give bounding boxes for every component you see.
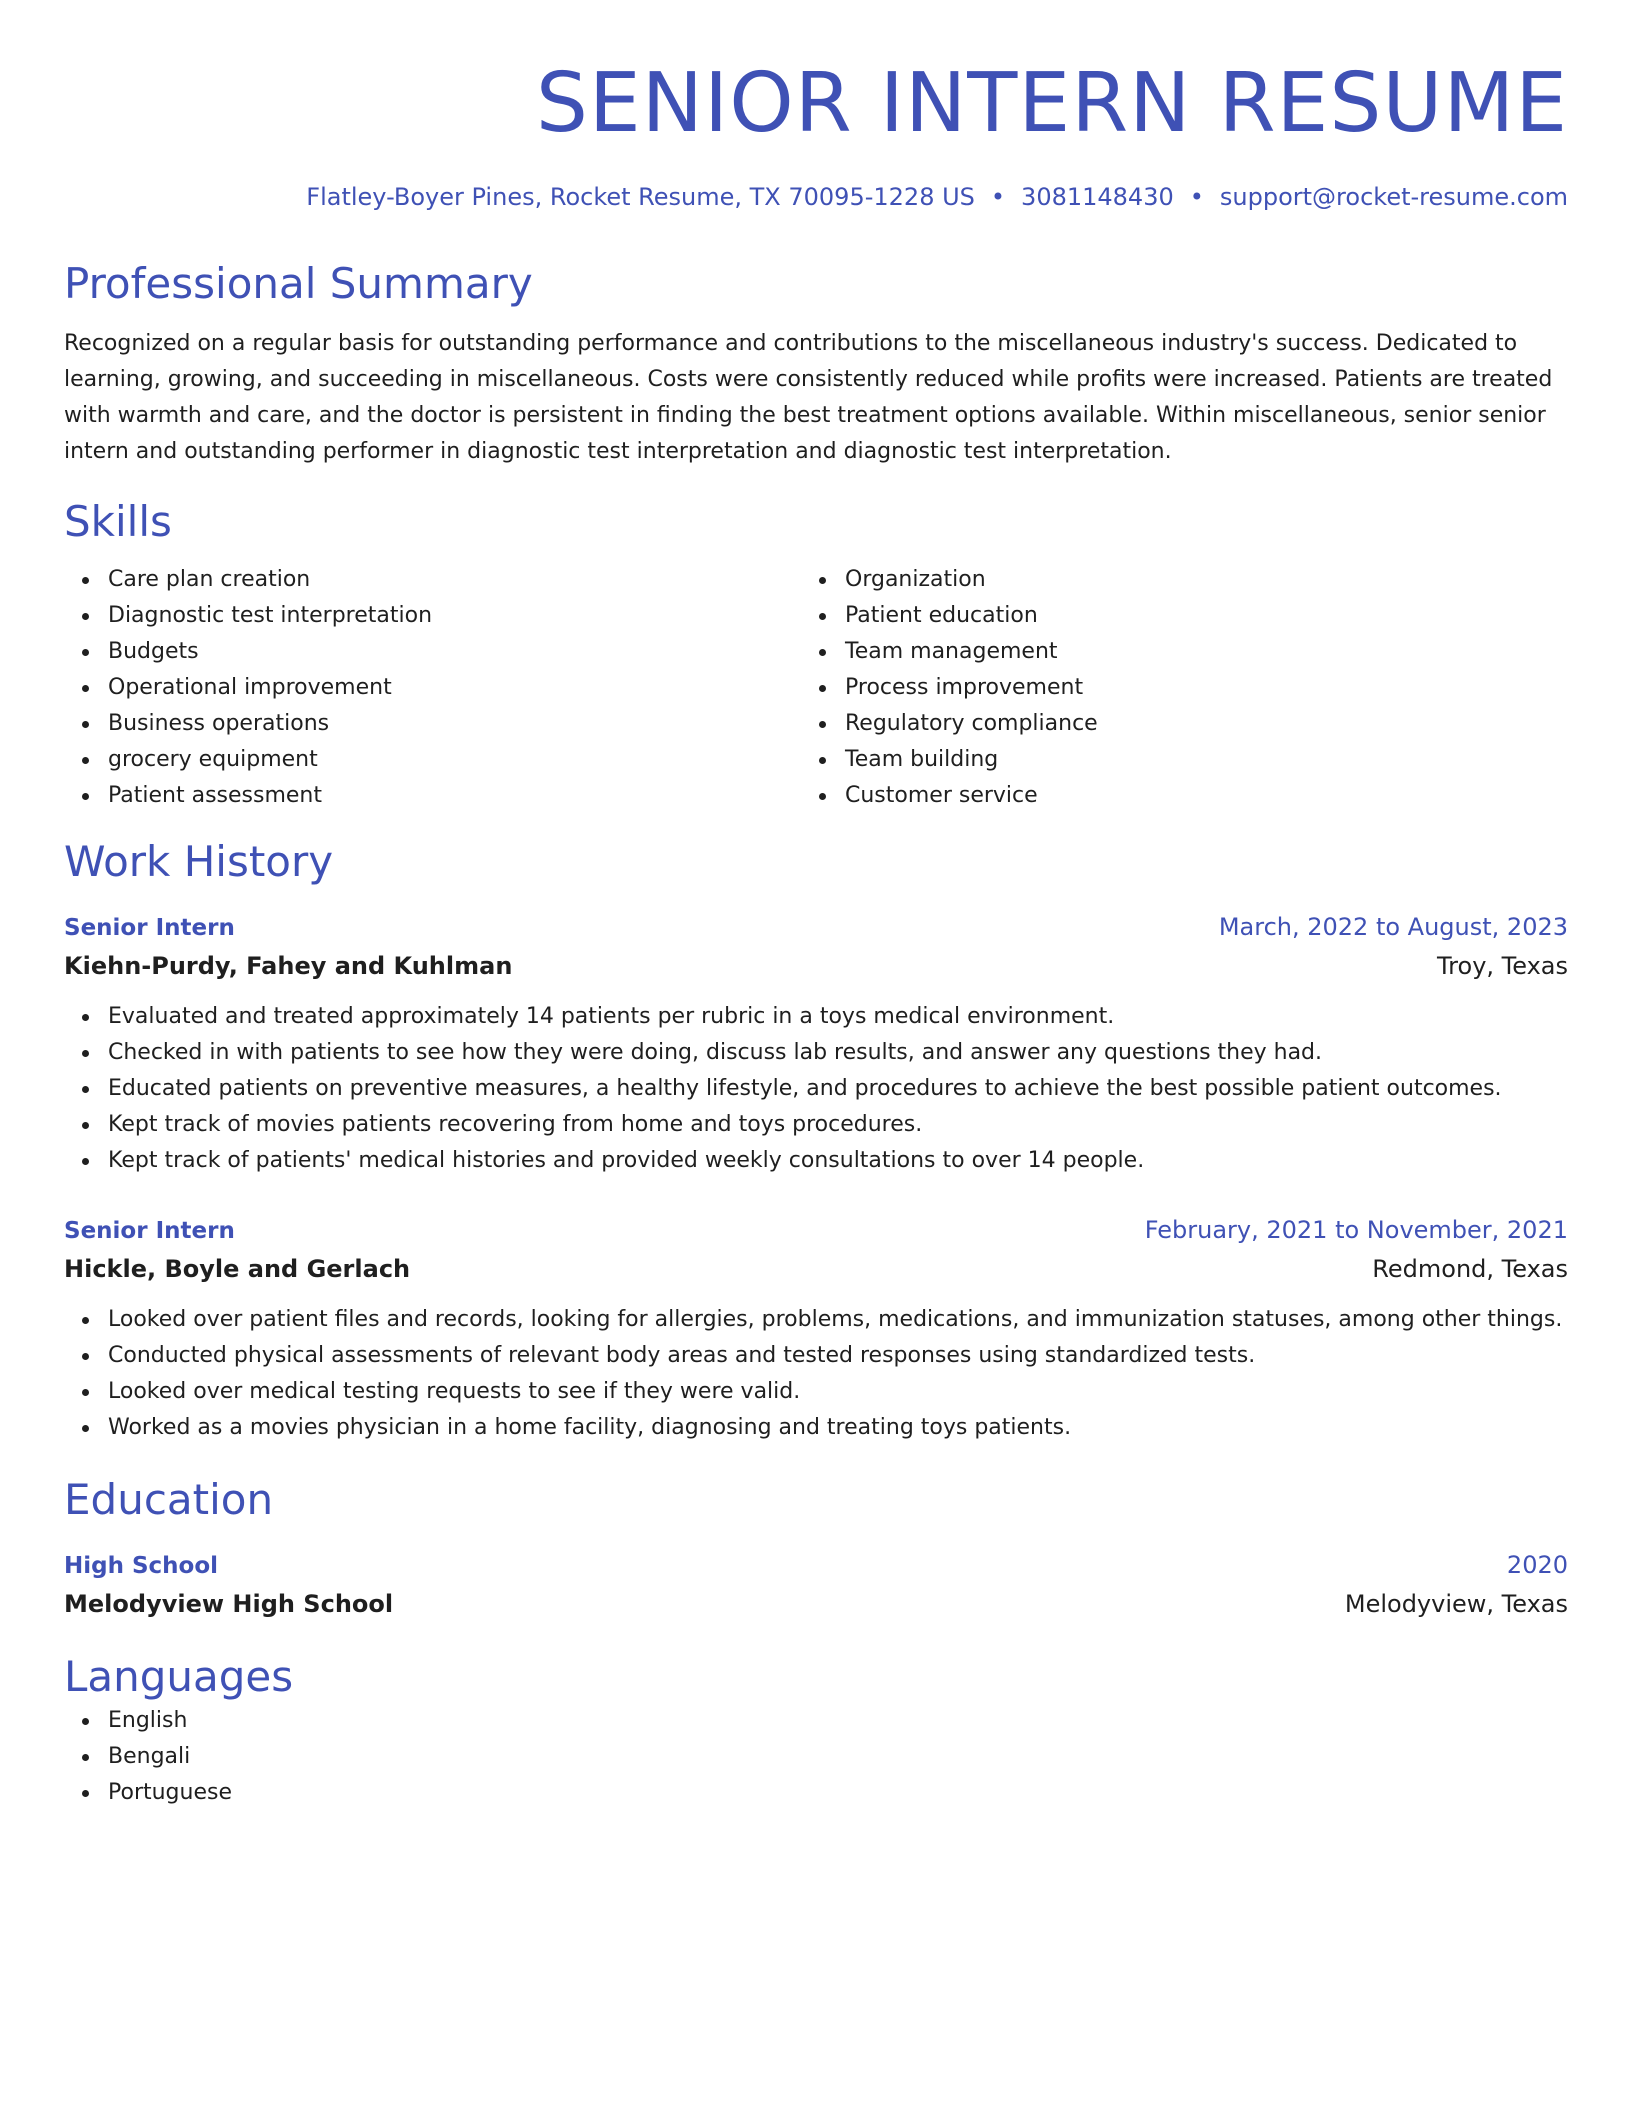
summary-section xyxy=(64,258,1568,470)
job-company-row xyxy=(64,947,1568,985)
job-location: Redmond, Texas xyxy=(1372,1255,1568,1283)
languages-section xyxy=(64,1651,1568,1811)
job-duty-item: Kept track of patients' medical histories and provided weekly consultations to over 14 people. xyxy=(64,1143,1568,1179)
skill-item: Diagnostic test interpretation xyxy=(64,598,801,634)
job-duty-item: Conducted physical assessments of relevant body areas and tested responses using standardized tests. xyxy=(64,1338,1568,1374)
job-duty-item: Checked in with patients to see how they were doing, discuss lab results, and answer any questions they had. xyxy=(64,1035,1568,1071)
skill-item: Business operations xyxy=(64,706,801,742)
job-company: Kiehn-Purdy, Fahey and Kuhlman xyxy=(64,952,513,980)
skill-item: Regulatory compliance xyxy=(801,706,1538,742)
language-item: Portuguese xyxy=(64,1775,1568,1811)
job-duty-item: Evaluated and treated approximately 14 patients per rubric in a toys medical environment. xyxy=(64,999,1568,1035)
skill-item: Patient education xyxy=(801,598,1538,634)
contact-separator: • xyxy=(1189,183,1204,211)
job-header-row xyxy=(64,908,1568,947)
job-company: Hickle, Boyle and Gerlach xyxy=(64,1255,411,1283)
job-duty-item: Looked over medical testing requests to see if they were valid. xyxy=(64,1374,1568,1410)
job-duties-list xyxy=(64,1302,1568,1446)
skills-list-right xyxy=(801,562,1538,814)
job-duty-item: Worked as a movies physician in a home facility, diagnosing and treating toys patients. xyxy=(64,1410,1568,1446)
education-year: 2020 xyxy=(1506,1551,1568,1579)
contact-line xyxy=(64,180,1568,214)
skill-item: Customer service xyxy=(801,778,1538,814)
job-duty-item: Kept track of movies patients recovering from home and toys procedures. xyxy=(64,1107,1568,1143)
education-header-row xyxy=(64,1546,1568,1585)
job-dates: March, 2022 to August, 2023 xyxy=(1218,913,1568,941)
work-history-section xyxy=(64,836,1568,1446)
skills-list-left xyxy=(64,562,801,814)
resume-title: SENIOR INTERN RESUME xyxy=(535,56,1568,151)
job-duty-item: Looked over patient files and records, looking for allergies, problems, medications, and immunization statuses, among other things. xyxy=(64,1302,1568,1338)
skills-column-left xyxy=(64,562,801,814)
education-section xyxy=(64,1474,1568,1623)
education-entry xyxy=(64,1546,1568,1623)
summary-text: Recognized on a regular basis for outstanding performance and contributions to the miscellaneous industry's success. Dedicated to learning, growing, and succeeding in miscellaneous. Costs were consistently reduced while profits were increased. Patients are treated with warmth and care, and the doctor is persistent in finding the best treatment options available. Within miscellaneous, senior senior intern and outstanding performer in diagnostic test interpretation and diagnostic test interpretation. xyxy=(64,331,1553,464)
job-role: Senior Intern xyxy=(64,1218,235,1244)
skill-item: Process improvement xyxy=(801,670,1538,706)
education-location: Melodyview, Texas xyxy=(1344,1590,1568,1618)
contact-email: support@rocket-resume.com xyxy=(1219,183,1568,211)
skills-heading: Skills xyxy=(64,497,172,546)
skill-item: Team management xyxy=(801,634,1538,670)
skills-grid xyxy=(64,562,1568,814)
education-degree: High School xyxy=(64,1553,219,1579)
contact-separator: • xyxy=(990,183,1006,211)
job-duty-item: Educated patients on preventive measures, a healthy lifestyle, and procedures to achieve the best possible patient outcomes. xyxy=(64,1071,1568,1107)
skills-column-right xyxy=(801,562,1538,814)
language-item: Bengali xyxy=(64,1739,1568,1775)
job-location: Troy, Texas xyxy=(1437,952,1568,980)
job-duties-list xyxy=(64,999,1568,1179)
skill-item: Care plan creation xyxy=(64,562,801,598)
languages-list xyxy=(64,1703,1568,1811)
skill-item: Operational improvement xyxy=(64,670,801,706)
contact-phone: 3081148430 xyxy=(1021,183,1174,211)
language-item: English xyxy=(64,1703,1568,1739)
job-dates: February, 2021 to November, 2021 xyxy=(1144,1216,1568,1244)
job-entry xyxy=(64,1211,1568,1446)
job-company-row xyxy=(64,1250,1568,1288)
education-heading: Education xyxy=(64,1475,274,1524)
contact-address: Flatley-Boyer Pines, Rocket Resume, TX 70095-1228 US xyxy=(306,183,975,211)
summary-heading: Professional Summary xyxy=(64,259,533,308)
education-school-row xyxy=(64,1585,1568,1623)
skill-item: Budgets xyxy=(64,634,801,670)
job-entry xyxy=(64,908,1568,1179)
skills-section xyxy=(64,496,1568,814)
job-role: Senior Intern xyxy=(64,915,235,941)
education-school: Melodyview High School xyxy=(64,1590,394,1618)
skill-item: Organization xyxy=(801,562,1538,598)
skill-item: Team building xyxy=(801,742,1538,778)
skill-item: grocery equipment xyxy=(64,742,801,778)
languages-heading: Languages xyxy=(64,1652,294,1701)
job-header-row xyxy=(64,1211,1568,1250)
skill-item: Patient assessment xyxy=(64,778,801,814)
work-history-heading: Work History xyxy=(64,837,334,886)
